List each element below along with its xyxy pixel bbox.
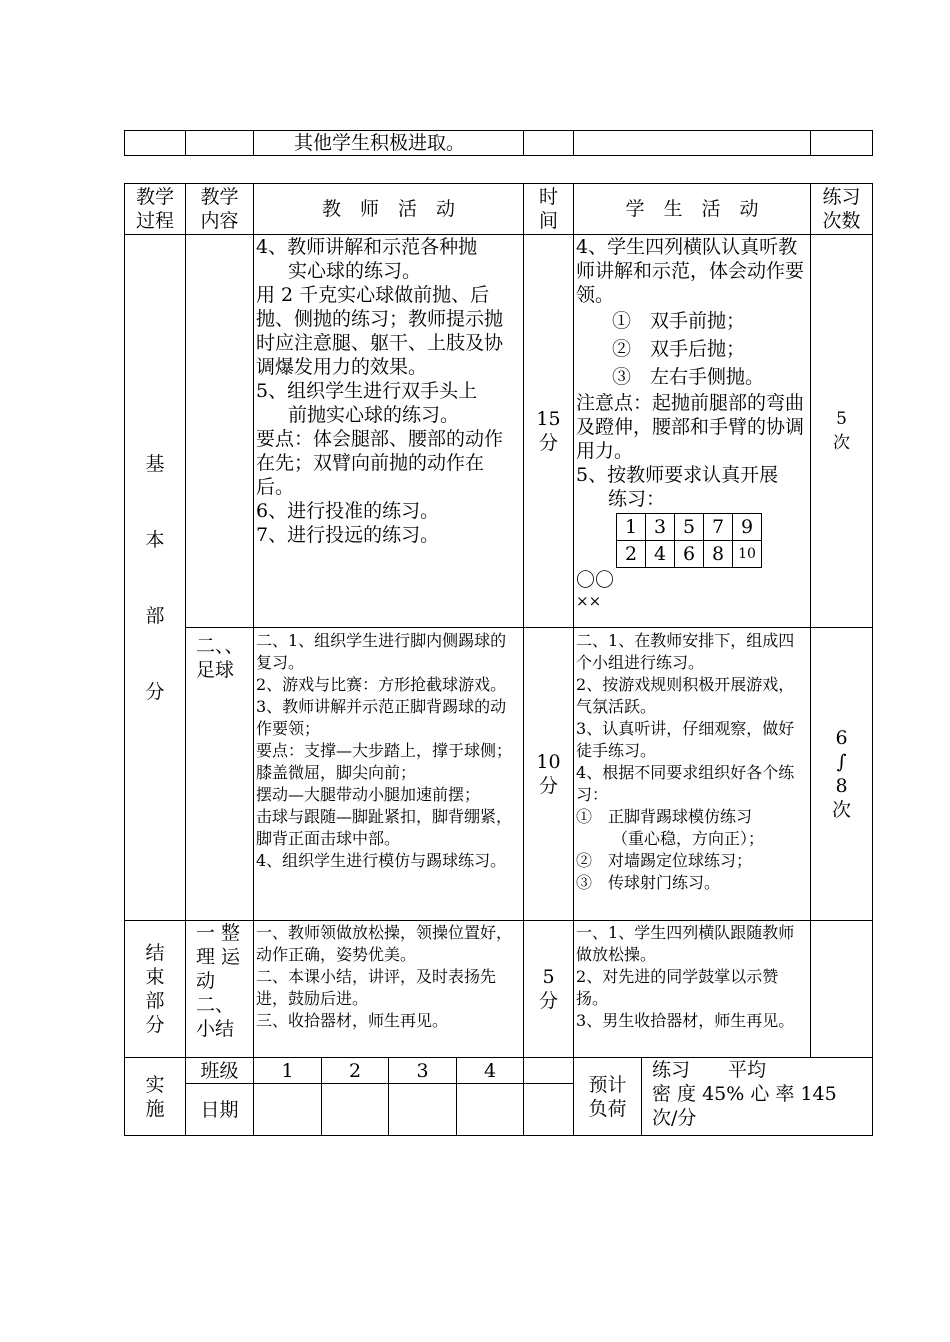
header-student: 学 生 活 动 — [574, 184, 811, 235]
teacher-activity-end: 一、教师领做放松操，领操位置好，动作正确，姿势优美。 二、本课小结，讲评，及时表扬先进，鼓励后进。 三、收拾器材，师生再见。 — [254, 921, 524, 1058]
header-process: 教学过程 — [125, 184, 186, 235]
teacher-activity-football: 二、1、组织学生进行脚内侧踢球的复习。 2、游戏与比赛：方形抢截球游戏。 3、教师讲解并示范正脚背踢球的动作要领； 要点：支撑—大步踏上，撑于球侧；膝盖微屈，脚尖向前； 摆动—大腿带动小腿加速前摆； 击球与跟随—脚趾紧扣，脚背绷紧，脚背正面击球中部。 4、组织学生进行模仿与踢球练习。 — [254, 628, 524, 921]
class-1: 1 — [254, 1058, 322, 1084]
section-end: 结 束 部 分 — [125, 921, 186, 1058]
header-teacher: 教 师 活 动 — [254, 184, 524, 235]
header-content: 教学内容 — [186, 184, 254, 235]
class-2: 2 — [322, 1058, 389, 1084]
load-label: 预计 负荷 — [574, 1058, 642, 1136]
teacher-activity-throw: 4、教师讲解和示范各种抛 实心球的练习。 用 2 千克实心球做前抛、后抛、侧抛的练习；教师提示抛时应注意腿、躯干、上肢及协调爆发用力的效果。 5、组织学生进行双手头上 前抛实心球的练习。 要点：体会腿部、腰部的动作在先；双臂向前抛的动作在后。 6、进行投准的练习。 7、进行投远的练习。 — [254, 235, 524, 628]
date-1 — [254, 1084, 322, 1136]
header-time: 时间 — [524, 184, 574, 235]
content-end: 一 整 理 运 动 二、 小结 — [186, 921, 254, 1058]
count-5: 5 次 — [811, 235, 873, 628]
lesson-table — [124, 183, 873, 1136]
top-text: 其他学生积极进取。 — [254, 131, 524, 156]
date-label: 日期 — [186, 1084, 254, 1136]
time-5: 5 分 — [524, 921, 574, 1058]
section-impl: 实 施 — [125, 1058, 186, 1136]
student-activity-end: 一、1、学生四列横队跟随教师做放松操。 2、对先进的同学鼓掌以示赞扬。 3、男生收拾器材，师生再见。 — [574, 921, 811, 1058]
time-15: 15 分 — [524, 235, 574, 628]
header-count: 练习次数 — [811, 184, 873, 235]
date-4 — [457, 1084, 524, 1136]
date-2 — [322, 1084, 389, 1136]
class-3: 3 — [389, 1058, 457, 1084]
section-basic: 基 本 部 分 — [125, 235, 186, 921]
top-table — [124, 130, 873, 156]
load-value: 练习 平均 密 度 45% 心 率 145 次/分 — [642, 1058, 873, 1136]
class-4: 4 — [457, 1058, 524, 1084]
time-10: 10 分 — [524, 628, 574, 921]
date-3 — [389, 1084, 457, 1136]
formation-grid: 1 3 5 7 9 2 4 6 8 10 — [616, 513, 762, 568]
student-activity-football: 二、1、在教师安排下，组成四个小组进行练习。 2、按游戏规则积极开展游戏，气氛活跃。 3、认真听讲，仔细观察，做好徒手练习。 4、根据不同要求组织好各个练习： ① 正脚背踢球模仿练习 （重心稳，方向正）； ② 对墙踢定位球练习； ③ 传球射门练习。 — [574, 628, 811, 921]
count-6-8: 6 ∫ 8 次 — [811, 628, 873, 921]
student-activity-throw: 4、学生四列横队认真听教师讲解和示范，体会动作要领。 ① 双手前抛； ② 双手后抛； ③ 左右手侧抛。 注意点：起抛前腿部的弯曲及蹬伸，腰部和手臂的协调用力。 5、按教师要求认真开展 练习： 1 3 5 7 9 2 4 6 8 10 〇〇 ×× — [574, 235, 811, 628]
content-football: 二、、 足球 — [186, 628, 254, 921]
formation-marks: 〇〇 — [576, 569, 615, 591]
class-label: 班级 — [186, 1058, 254, 1084]
